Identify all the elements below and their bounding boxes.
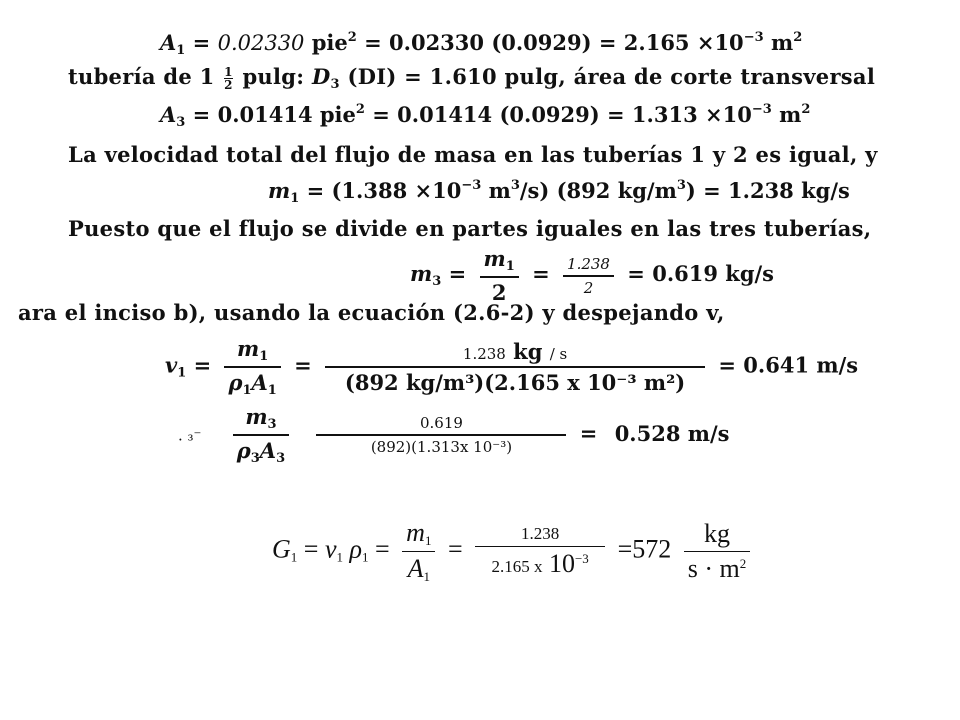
fraction-flux-numeric: $\frac{1.238}{2.165 x 10^{-3}}$ (475, 524, 605, 579)
fraction-1238-over-2: $\frac{1.238}{2}$ (563, 255, 614, 297)
fraction-m3-over-rho3-a3: $\frac{m_3}{\rho_3A_3}$ (233, 404, 289, 466)
equation-velocity-1: $v_1$ = $\frac{m_1}{\rho_1A_1}$ = $\frac{1.238 kg / s}{\text{(892 kg/m³)(2.165 x 10⁻³ m²)}}$ = 0.641 m/s (165, 336, 859, 398)
mixed-fraction: $\frac{1}{2}$ (224, 65, 233, 92)
equation-area-3: $A_3 = 0.01414$ pie$^2$ = 0.01414 $(0.0929) = 1.313 \times 10^{-3}$ $m^2$ (160, 102, 811, 130)
fraction-m1-over-2: $\frac{m_1}{2}$ (480, 246, 519, 305)
equation-mass-flux: $G_1 = v_1$ $\rho_1$ = $\frac{m_1}{A_1}$ = $\frac{1.238}{2.165 x 10^{-3}}$ =572 $\frac{kg}{s \cdot m^2}$ (272, 518, 756, 585)
equation-velocity-3: . ₃⁻ $\frac{m_3}{\rho_3A_3}$ $\frac{0.619}{\text{(892)(1.313x 10⁻³)}}$ = 0.528 m/s (178, 404, 730, 466)
fraction-kg-over-s-m2: $\frac{kg}{s \cdot m^2}$ (684, 519, 751, 584)
area-symbol: A (160, 30, 177, 55)
text-flow-split: Puesto que el flujo se divide en partes iguales en las tres tuberías, (68, 216, 872, 241)
fraction-velocity-numeric: $\frac{1.238 kg / s}{\text{(892 kg/m³)(2.165 x 10⁻³ m²)}}$ (325, 339, 705, 395)
text-part-b: ara el inciso b), usando la ecuación (2.6-2) y despejando v, (18, 300, 725, 325)
text-velocity: La velocidad total del flujo de masa en las tuberías 1 y 2 es igual, y (68, 142, 878, 167)
equation-mass-flow-1: $m_1 = (1.388 \times 10^{-3}$ $m^3/s$) (892 $kg/m^3) = 1.238$ kg/s (268, 178, 850, 206)
area-value: 0.02330 (217, 31, 305, 55)
equation-area-1: $A_1 = 0.02330$ pie$^2$ = 0.02330 $(0.0929) = 2.165 \times 10^{-3}$ $m^2$ (160, 30, 803, 58)
fraction-velocity3-numeric: $\frac{0.619}{\text{(892)(1.313x 10⁻³)}}$ (316, 414, 566, 456)
fraction-m1-over-rho1-a1: $\frac{m_1}{\rho_1A_1}$ (224, 336, 280, 398)
pipe-description: tubería de 1 $\frac{1}{2}$ pulg: $D_3$ (DI) = 1.610 pulg, área de corte transversal (68, 64, 876, 92)
fraction-m1-over-a1: $\frac{m_1}{A_1}$ (402, 518, 435, 585)
equation-mass-flow-3: $m_3$ = $\frac{m_1}{2}$ = $\frac{1.238}{2}$ = 0.619 kg/s (410, 246, 774, 305)
